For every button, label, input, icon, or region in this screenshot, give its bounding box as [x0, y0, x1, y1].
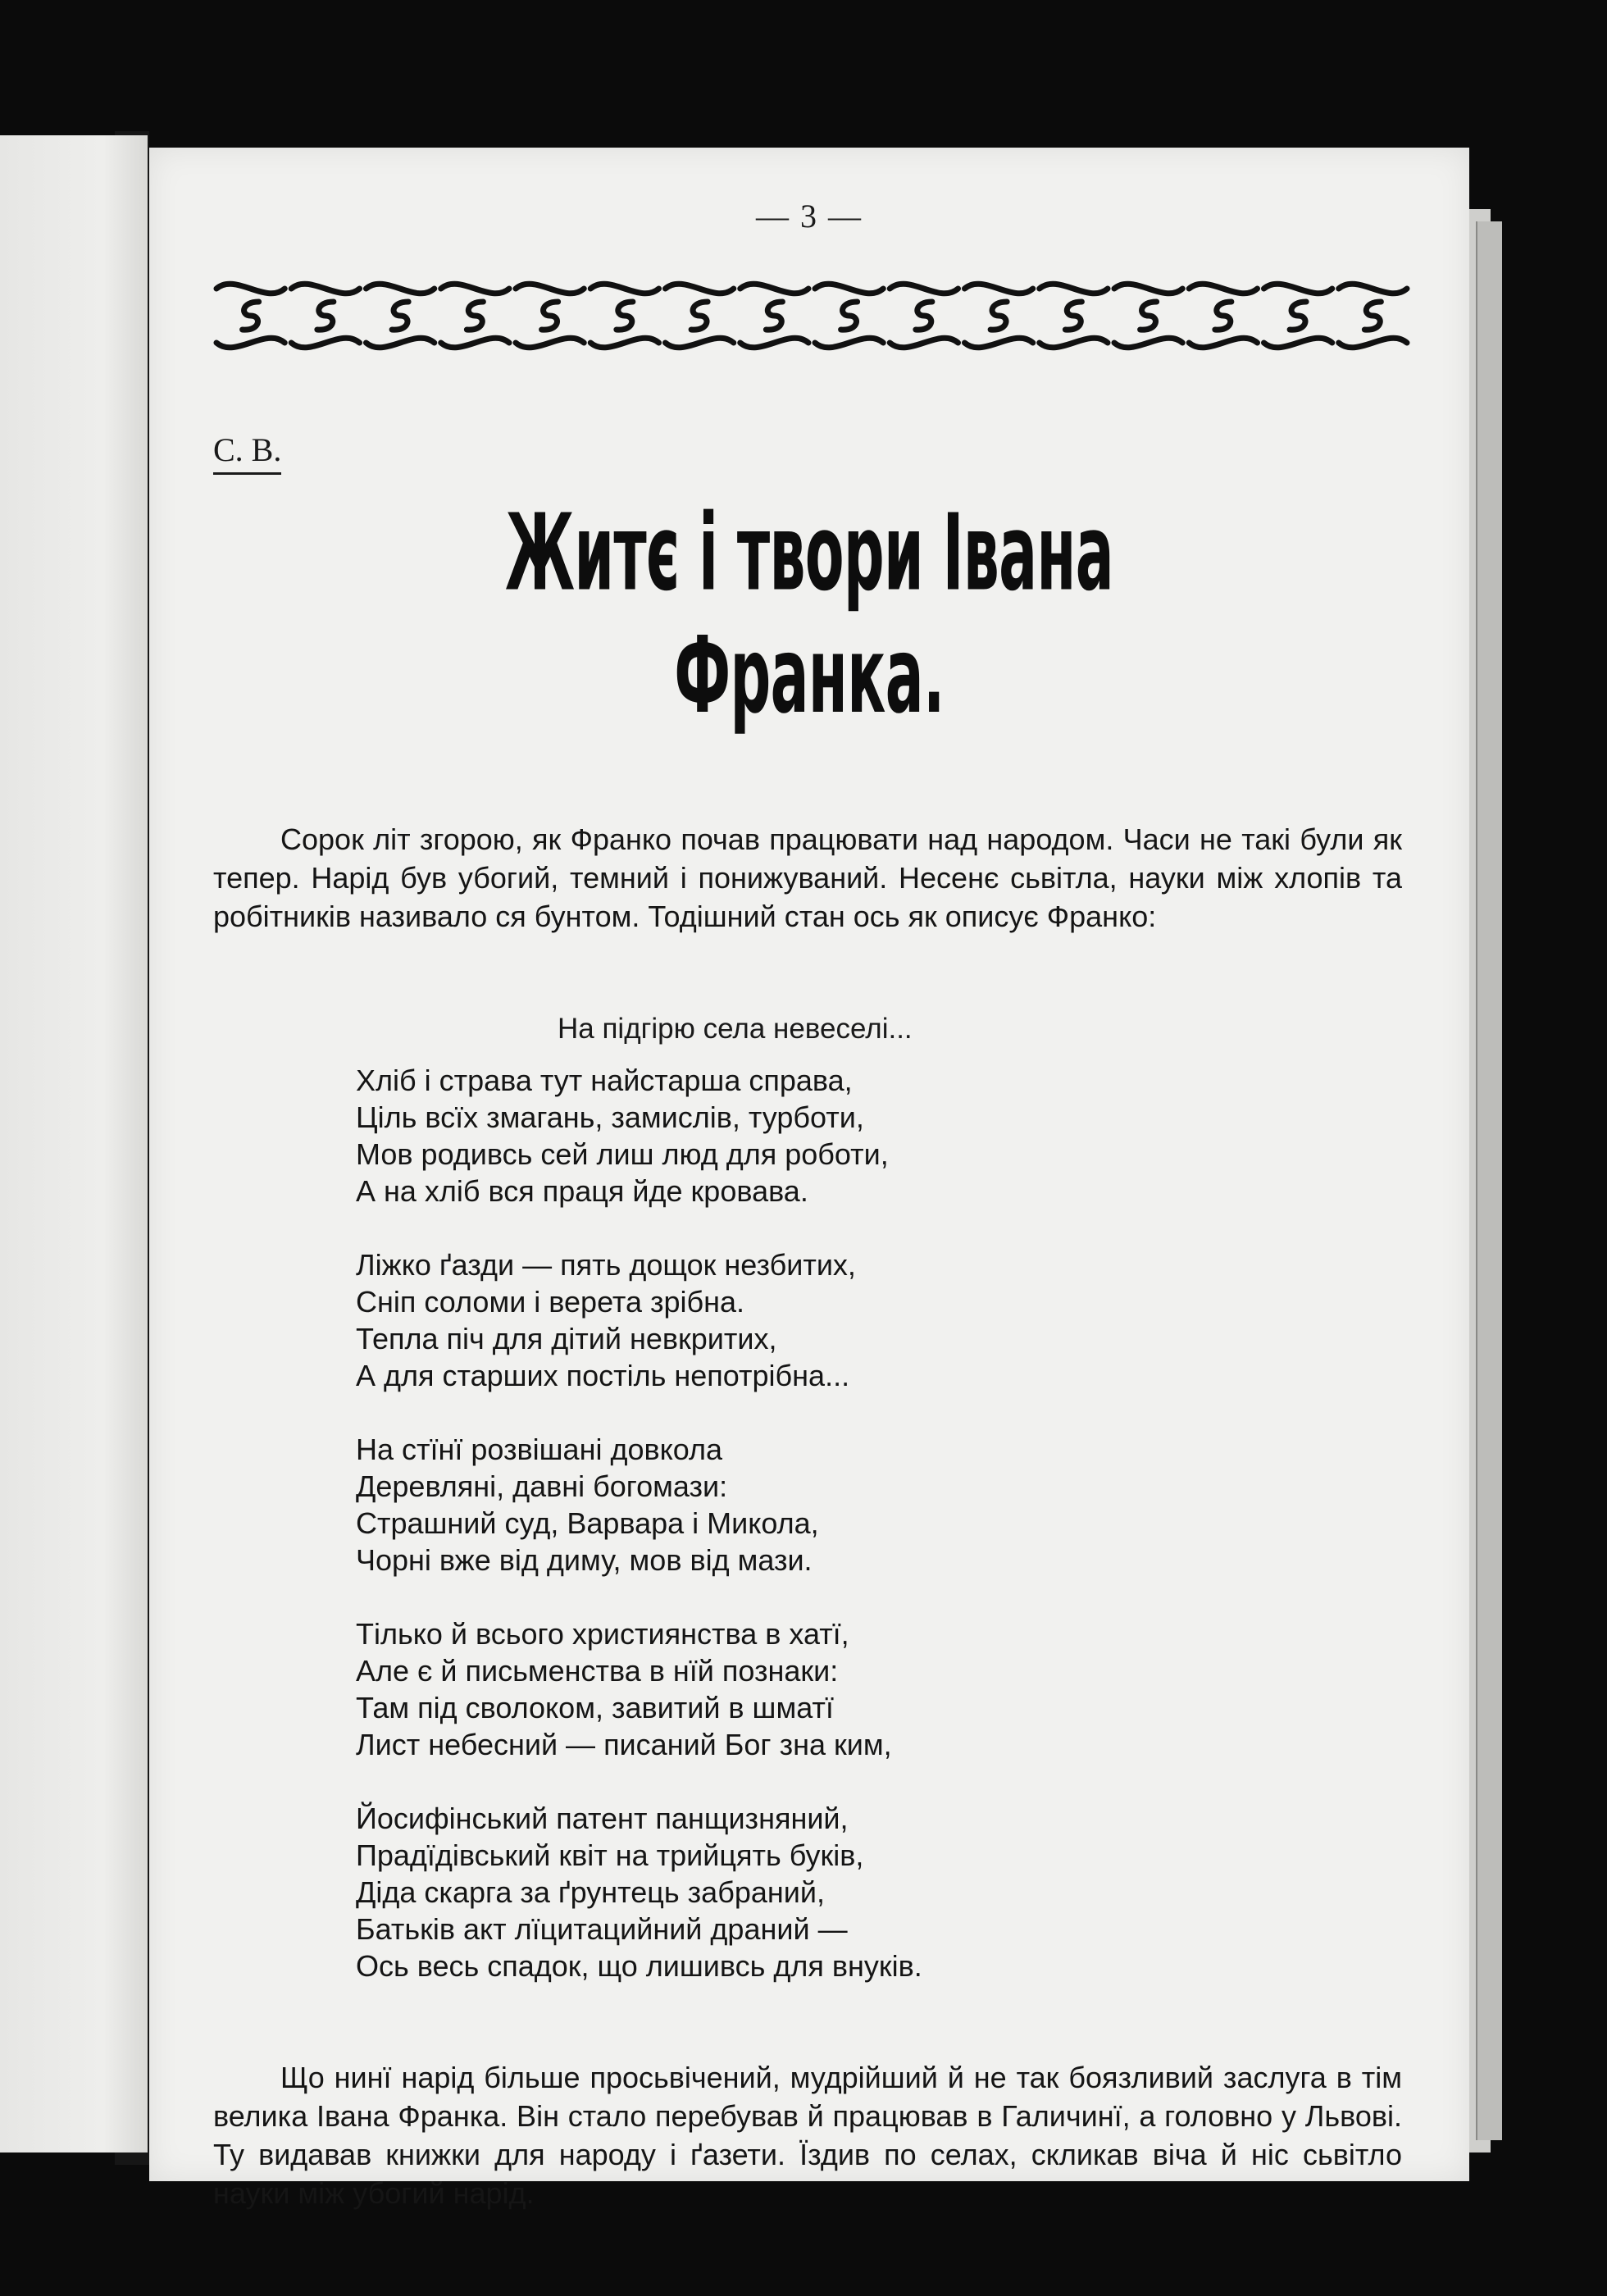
ornament-bottom-wave — [1040, 338, 1108, 348]
ornament-scroll — [1364, 302, 1381, 330]
poem-line: Прадїдівський квіт на трийцять буків, — [356, 1838, 864, 1872]
ornament-scroll — [317, 302, 334, 330]
poem-line: Лист небесний — писаний Бог зна ким, — [356, 1728, 892, 1761]
ornament-top-wave — [965, 284, 1033, 294]
intro-paragraph: Сорок літ згорою, як Франко почав працювати над народом. Часи не такі були як тепер. Нарід був убогий, темний і понижуваний. Несенє сьвітла, науки між хлопів та робітників називало ся бунтом. Тодішний стан ось як описує Франко: — [213, 822, 1402, 933]
ornament-bottom-wave — [890, 338, 958, 348]
poem-line: Чорні вже від диму, мов від мази. — [356, 1543, 813, 1577]
ornament-scroll — [1140, 302, 1157, 330]
ornament-scroll — [392, 302, 408, 330]
ornament-bottom-wave — [590, 338, 658, 348]
author-initials: С. В. — [213, 430, 281, 475]
book-page — [149, 148, 1469, 2210]
ornament-bottom-wave — [740, 338, 808, 348]
ornament-scroll — [841, 302, 858, 330]
poem-stanza — [356, 1246, 856, 1394]
ornament-top-wave — [1040, 284, 1108, 294]
ornament-bottom-wave — [1189, 338, 1257, 348]
decorative-ornament-border — [213, 271, 1410, 361]
ornament-scroll — [1215, 302, 1231, 330]
poem-line: Ось весь спадок, що лишивсь для внуків. — [356, 1949, 922, 1983]
poem-line: Тілько й всього християнства в хатї, — [356, 1617, 849, 1651]
ornament-bottom-wave — [1264, 338, 1332, 348]
page-number: — 3 — — [756, 198, 863, 235]
poem-line: Тепла піч для дітий невкритих, — [356, 1322, 777, 1355]
ornament-top-wave — [590, 284, 658, 294]
poem-line: А на хліб вся праця йде кровава. — [356, 1174, 808, 1208]
ornament-top-wave — [441, 284, 509, 294]
left-page — [0, 135, 148, 2152]
ornament-bottom-wave — [815, 338, 883, 348]
poem-line: Йосифінський патент панщизняний, — [356, 1802, 849, 1835]
poem-line: Ціль всїх змагань, замислів, турботи, — [356, 1100, 864, 1134]
ornament-bottom-wave — [1339, 338, 1407, 348]
poem-line: Деревляні, давні богомази: — [356, 1469, 728, 1503]
poem-line: Діда скарга за ґрунтець забраний, — [356, 1875, 825, 1909]
ornament-top-wave — [666, 284, 734, 294]
poem-line: Сніп соломи і верета зрібна. — [356, 1285, 745, 1319]
ornament-top-wave — [516, 284, 584, 294]
poem-epigraph: На підгірю села невеселі... — [558, 1013, 913, 1045]
ornament-bottom-wave — [291, 338, 359, 348]
ornament-scroll — [766, 302, 782, 330]
ornament-top-wave — [1264, 284, 1332, 294]
ornament-bottom-wave — [666, 338, 734, 348]
ornament-top-wave — [216, 284, 285, 294]
ornament-top-wave — [1189, 284, 1257, 294]
ornament-bottom-wave — [516, 338, 584, 348]
ornament-scroll — [467, 302, 483, 330]
ornament-scroll — [617, 302, 633, 330]
ornament-bottom-wave — [366, 338, 435, 348]
ornament-scroll — [542, 302, 558, 330]
ornament-scroll — [916, 302, 932, 330]
poem-line: Страшний суд, Варвара і Микола, — [356, 1506, 819, 1540]
ornament-bottom-wave — [965, 338, 1033, 348]
poem-line: Ліжко ґазди — пять дощок незбитих, — [356, 1248, 856, 1282]
ornament-bottom-wave — [216, 338, 285, 348]
ornament-scroll — [1290, 302, 1306, 330]
closing-paragraph: Що нинї нарід більше просьвічений, мудрійший й не так боязливий заслуга в тім велика Івана Франка. Він стало перебував й працював в Галичинї, а головно у Львові. Ту видавав книжки для народу і ґазети. Їздив по селах, скликав віча й ніс сьвітло науки між убогий нарід. — [213, 2061, 1402, 2210]
poem-line: На стїнї розвішані довкола — [356, 1433, 723, 1466]
poem-stanza — [356, 1615, 892, 1763]
ornament-top-wave — [815, 284, 883, 294]
poem-line: Батьків акт лїцитацийний драний — — [356, 1912, 848, 1946]
poem-line: Мов родивсь сей лиш люд для роботи, — [356, 1137, 889, 1171]
ornament-top-wave — [291, 284, 359, 294]
ornament-top-wave — [1339, 284, 1407, 294]
ornament-scroll — [1065, 302, 1081, 330]
poem-stanza — [356, 1431, 819, 1578]
ornament-top-wave — [740, 284, 808, 294]
ornament-top-wave — [1114, 284, 1182, 294]
poem-line: Але є й письменства в нїй познаки: — [356, 1654, 839, 1688]
ornament-top-wave — [890, 284, 958, 294]
article-title: Житє і твори Івана Франка. — [505, 492, 1113, 737]
ornament-bottom-wave — [1114, 338, 1182, 348]
ornament-bottom-wave — [441, 338, 509, 348]
poem-stanza — [356, 1800, 922, 1984]
poem-stanza — [356, 1062, 889, 1210]
ornament-scroll — [990, 302, 1007, 330]
ornament-scroll — [243, 302, 259, 330]
poem-line: Там під сволоком, завитий в шматї — [356, 1691, 834, 1724]
ornament-scroll — [691, 302, 708, 330]
page-edges-inner — [1476, 221, 1502, 2140]
poem-line: Хліб і страва тут найстарша справа, — [356, 1064, 853, 1097]
poem-line: А для старших постіль непотрібна... — [356, 1359, 850, 1392]
ornament-top-wave — [366, 284, 435, 294]
